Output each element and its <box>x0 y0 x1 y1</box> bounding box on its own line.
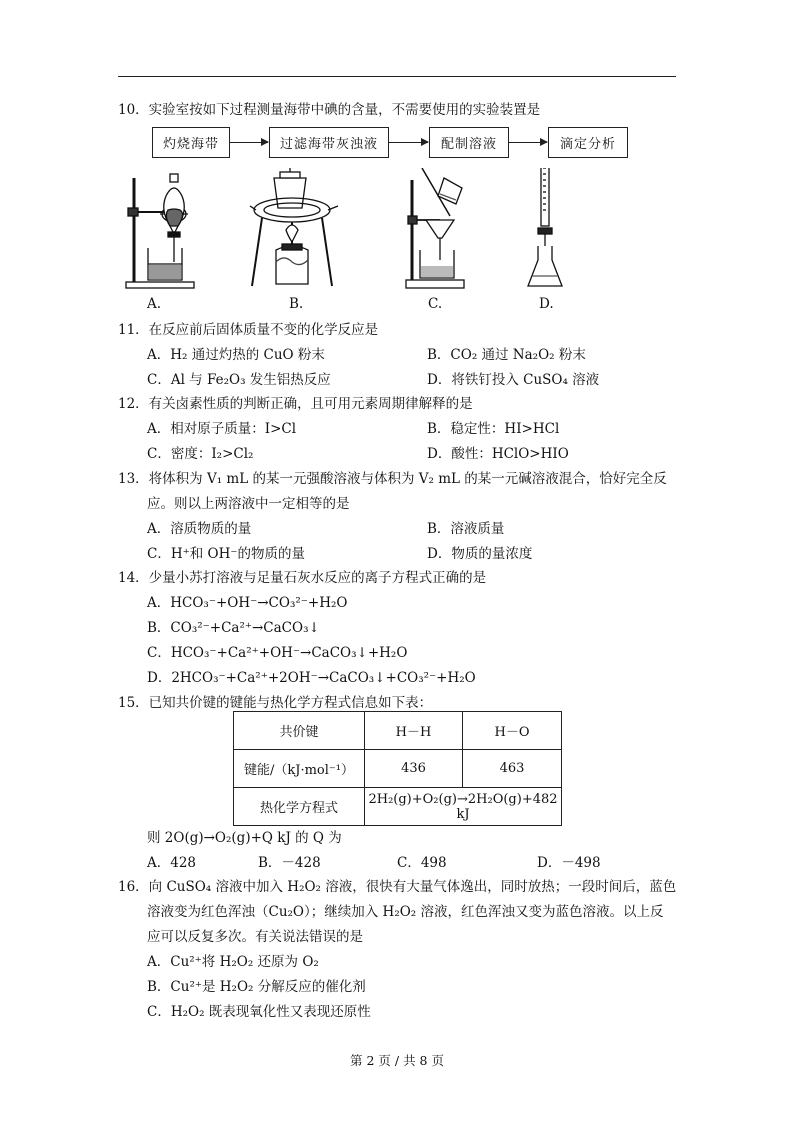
q13-option-b: B．溶液质量 <box>427 521 505 537</box>
q15-option-b: B．－428 <box>258 855 321 871</box>
q16-option-c: C．H₂O₂ 既表现氧化性又表现还原性 <box>147 1004 371 1020</box>
q14-option-d: D．2HCO₃⁻+Ca²⁺+2OH⁻→CaCO₃↓+CO₃²⁻+H₂O <box>147 670 476 686</box>
crucible-burning-apparatus <box>246 168 342 292</box>
q13-option-a: A．溶质物质的量 <box>147 521 252 537</box>
q12-stem: 12．有关卤素性质的判断正确，且可用元素周期律解释的是 <box>118 396 473 412</box>
q13-stem-line2: 应。则以上两溶液中一定相等的是 <box>147 496 350 512</box>
header-rule <box>118 76 676 77</box>
q14-stem: 14．少量小苏打溶液与足量石灰水反应的离子方程式正确的是 <box>118 570 487 586</box>
q13-option-d: D．物质的量浓度 <box>427 546 533 562</box>
flow-arrow <box>230 142 268 143</box>
q11-stem: 11．在反应前后固体质量不变的化学反应是 <box>118 322 379 338</box>
q16-option-a: A．Cu²⁺将 H₂O₂ 还原为 O₂ <box>147 954 319 970</box>
q14-option-b: B．CO₃²⁻+Ca²⁺→CaCO₃↓ <box>147 620 320 636</box>
table-header-hh: H－H <box>365 712 463 750</box>
step-box-titrate: 滴定分析 <box>548 127 628 158</box>
q13-option-c: C．H⁺和 OH⁻的物质的量 <box>147 546 305 562</box>
table-header-ho: H－O <box>463 712 562 750</box>
flow-arrow <box>389 142 428 143</box>
q15-option-d: D．－498 <box>537 855 601 871</box>
table-cell-ho-energy: 463 <box>463 750 562 788</box>
table-row-label-equation: 热化学方程式 <box>234 788 365 826</box>
q10-stem: 10．实验室按如下过程测量海带中碘的含量，不需要使用的实验装置是 <box>118 102 541 118</box>
table-row-label-energy: 键能/（kJ·mol⁻¹） <box>234 750 365 788</box>
q11-option-a: A．H₂ 通过灼热的 CuO 粉末 <box>147 347 325 363</box>
option-label-c: C. <box>428 296 443 312</box>
step-box-burn: 灼烧海带 <box>152 127 230 158</box>
q12-option-b: B．稳定性：HI>HCl <box>427 421 560 437</box>
separatory-funnel-apparatus <box>118 168 198 292</box>
q16-option-b: B．Cu²⁺是 H₂O₂ 分解反应的催化剂 <box>147 979 366 995</box>
table-header-bond: 共价键 <box>234 712 365 750</box>
page-footer: 第 2 页 / 共 8 页 <box>350 1053 444 1068</box>
option-label-d: D. <box>539 296 554 312</box>
q12-option-a: A．相对原子质量：I>Cl <box>147 421 297 437</box>
q16-stem-line2: 溶液变为红色浑浊（Cu₂O）；继续加入 H₂O₂ 溶液，红色浑浊又变为蓝色溶液。以上反 <box>147 904 664 920</box>
q14-option-a: A．HCO₃⁻+OH⁻→CO₃²⁻+H₂O <box>147 595 348 611</box>
option-label-a: A. <box>147 296 162 312</box>
q15-question: 则 2O(g)→O₂(g)+Q kJ 的 Q 为 <box>147 830 342 846</box>
filtration-apparatus <box>402 168 468 292</box>
step-box-filter: 过滤海带灰浊液 <box>269 127 389 158</box>
q11-option-b: B．CO₂ 通过 Na₂O₂ 粉末 <box>427 347 586 363</box>
option-label-b: B. <box>289 296 304 312</box>
q15-stem: 15．已知共价键的键能与热化学方程式信息如下表： <box>118 695 433 711</box>
q11-option-d: D．将铁钉投入 CuSO₄ 溶液 <box>427 372 600 388</box>
q14-option-c: C．HCO₃⁻+Ca²⁺+OH⁻→CaCO₃↓+H₂O <box>147 645 408 661</box>
table-cell-hh-energy: 436 <box>365 750 463 788</box>
step-box-prepare: 配制溶液 <box>429 127 509 158</box>
q15-option-c: C．498 <box>397 855 447 871</box>
titration-apparatus <box>524 168 564 292</box>
q15-option-a: A．428 <box>147 855 197 871</box>
flow-arrow <box>509 142 547 143</box>
q11-option-c: C．Al 与 Fe₂O₃ 发生铝热反应 <box>147 372 331 388</box>
q12-option-d: D．酸性：HClO>HIO <box>427 446 569 462</box>
q16-stem-line3: 应可以反复多次。有关说法错误的是 <box>147 929 363 945</box>
q13-stem-line1: 13．将体积为 V₁ mL 的某一元强酸溶液与体积为 V₂ mL 的某一元碱溶液混合，恰好完全反 <box>118 471 667 487</box>
bond-energy-table <box>233 711 562 826</box>
table-cell-equation: 2H₂(g)+O₂(g)→2H₂O(g)+482 kJ <box>365 788 562 826</box>
q16-stem-line1: 16．向 CuSO₄ 溶液中加入 H₂O₂ 溶液，很快有大量气体逸出，同时放热；一段时间后，蓝色 <box>118 879 677 895</box>
q12-option-c: C．密度：I₂>Cl₂ <box>147 446 254 462</box>
